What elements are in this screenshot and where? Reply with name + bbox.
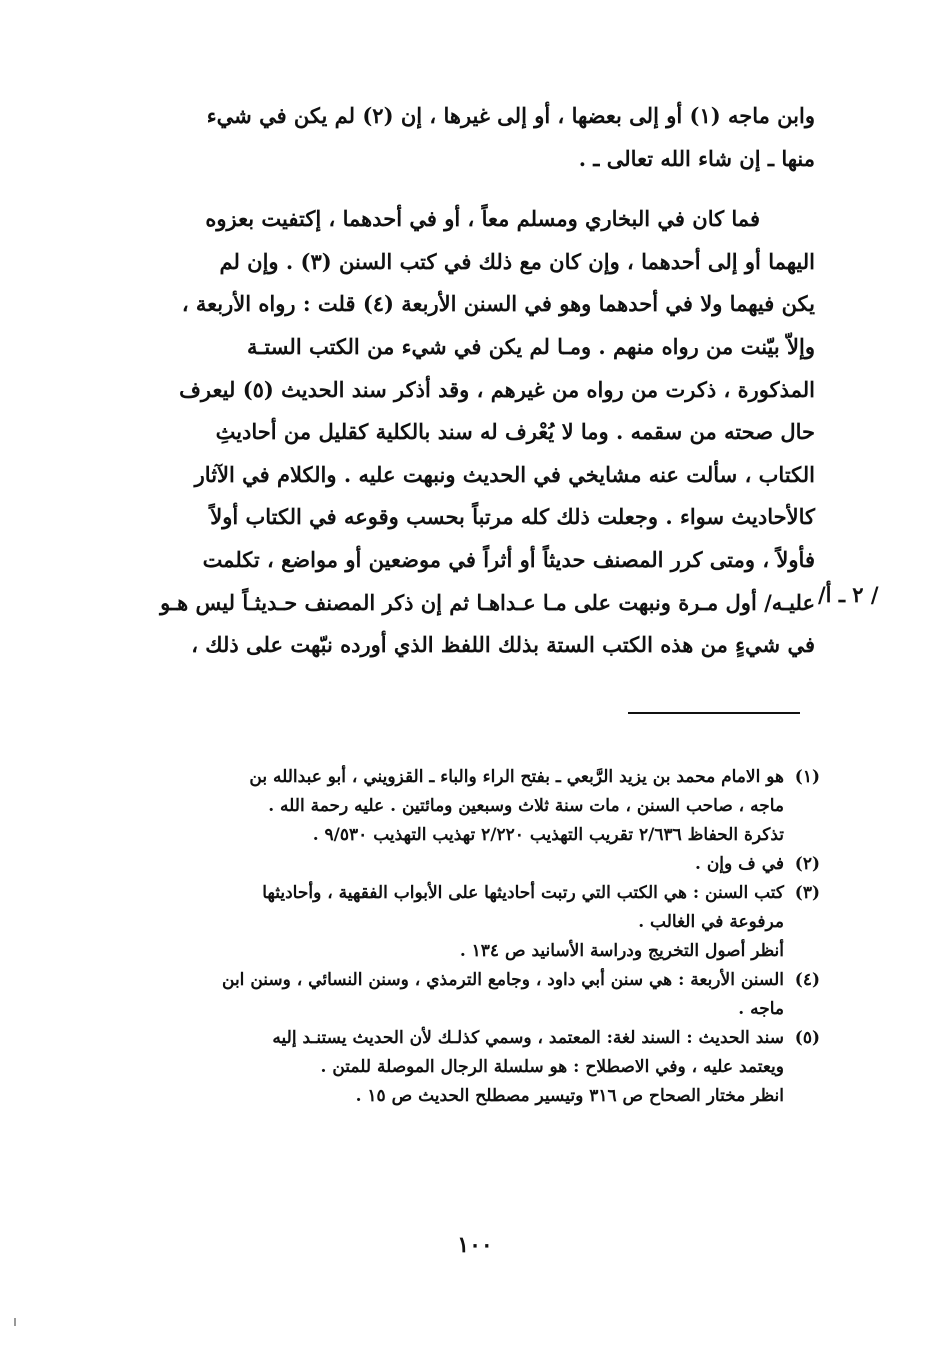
footnote-number: (٣) <box>794 883 820 903</box>
text-line: يكن فيهما ولا في أحدهما وهو في السنن الأربعة (٤) قلت : رواه الأربعة ، <box>181 291 815 317</box>
footnote-line: سند الحديث : السند لغة: المعتمد ، وسمي كذلـك لأن الحديث يستنـد إليه <box>272 1028 784 1048</box>
footnote-3 <box>100 879 820 966</box>
footnote-line: ماجه ، صاحب السنن ، مات سنة ثلاث وسبعين ومائتين . عليه رحمة الله . <box>268 796 784 816</box>
text-line: فما كان في البخاري ومسلم معاً ، أو في أحدهما ، إكتفيت بعزوه <box>205 206 760 232</box>
scan-mark <box>14 1318 16 1326</box>
footnote-body <box>100 763 784 850</box>
footnote-number: (٤) <box>794 970 820 990</box>
footnote-5 <box>100 1024 820 1111</box>
text-line: وإلاّ بيّنت من رواه منهم . ومـا لم يكن في شيء من الكتب الستـة <box>246 333 815 359</box>
text-line: في شيءٍ من هذه الكتب الستة بذلك اللفظ الذي أورده نبّهت على ذلك ، <box>191 632 815 658</box>
footnote-body <box>100 966 784 1024</box>
text-line: منها ـ إن شاء الله تعالى ـ . <box>578 145 815 171</box>
footnote-line: ويعتمد عليه ، وفي الاصطلاح : هو سلسلة الرجال الموصلة للمتن . <box>320 1057 784 1077</box>
text-line: المذكورة ، ذكرت من رواه من غيرهم ، وقد أذكر سند الحديث (٥) ليعرف <box>179 376 815 402</box>
footnote-line: انظر مختار الصحاح ص ٣١٦ وتيسير مصطلح الحديث ص ١٥ . <box>355 1086 784 1106</box>
footnote-number: (٥) <box>794 1028 820 1048</box>
footnote-number: (١) <box>794 767 820 787</box>
footnote-line: ماجه . <box>738 999 784 1019</box>
text-line: اليهما أو إلى أحدهما ، وإن كان مع ذلك في كتب السنن (٣) . وإن لم <box>219 248 815 274</box>
footnote-line: هو الامام محمد بن يزيد الرَّبعي ـ بفتح الراء والباء ـ القزويني ، أبو عبدالله بن <box>249 767 784 787</box>
paragraph-gap <box>100 180 815 198</box>
footnote-2 <box>100 850 820 879</box>
footnote-number: (٢) <box>794 854 820 874</box>
margin-folio-note: /٢ ـ أ / <box>818 582 879 607</box>
footnote-line: مرفوعة في الغالب . <box>638 912 784 932</box>
footnote-line: تذكرة الحفاظ ٢/٦٣٦ تقريب التهذيب ٢/٢٢٠ تهذيب التهذيب ٩/٥٣٠ . <box>312 825 784 845</box>
text-line: حال صحته من سقمه . وما لا يُعْرف له سند بالكلية كقليل من أحاديثِ <box>215 419 815 445</box>
footnote-body <box>100 1024 784 1111</box>
text-line: كالأحاديث سواء . وجعلت ذلك كله مرتباً بحسب وقوعه في الكتاب أولاً <box>210 504 815 530</box>
footnote-line: أنظر أصول التخريج ودراسة الأسانيد ص ١٣٤ . <box>459 941 784 961</box>
footnote-4 <box>100 966 820 1024</box>
footnote-body <box>100 879 784 966</box>
footnote-line: السنن الأربعة : هي سنن أبي داود ، وجامع الترمذي ، وسنن النسائي ، وسنن ابن <box>222 970 784 990</box>
footnote-line: كتب السنن : هي الكتب التي رتبت أحاديثها على الأبواب الفقهية ، وأحاديثها <box>262 883 784 903</box>
footnotes <box>100 763 820 1111</box>
footnote-line: في ف وإن . <box>694 854 784 874</box>
footnote-separator <box>628 712 800 714</box>
page-number: ١٠٠ <box>457 1232 493 1258</box>
footnote-body <box>100 850 784 879</box>
text-line: عليـه/ أول مـرة ونبهت على مـا عـداهـا ثم إن ذكر المصنف حـديثـاً ليس هـو <box>160 589 815 615</box>
text-line: فأولاً ، ومتى كرر المصنف حديثاً أو أثراً في موضعين أو مواضع ، تكلمت <box>202 546 815 572</box>
main-text <box>100 95 815 667</box>
text-line: وابن ماجه (١) أو إلى بعضها ، أو إلى غيرها ، إن (٢) لم يكن في شيء <box>206 103 815 128</box>
footnote-1 <box>100 763 820 850</box>
text-line: الكتاب ، سألت عنه مشايخي في الحديث ونبهت عليه . والكلام في الآثار <box>194 461 815 487</box>
